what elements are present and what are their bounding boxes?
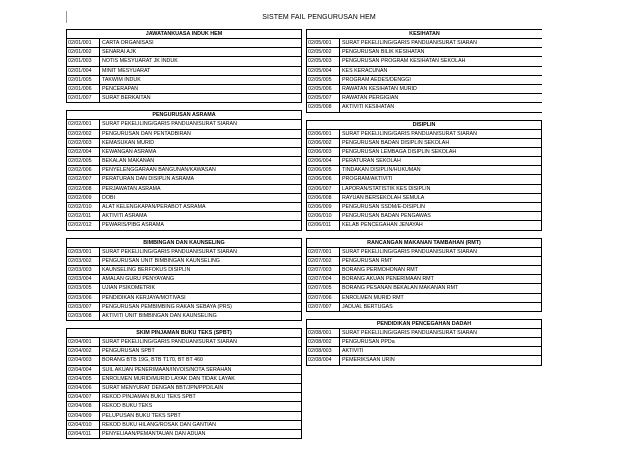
file-row: [67, 429, 301, 438]
file-code: 02/07/006: [307, 294, 340, 302]
file-description: SURAT PEKELILING/GARIS PANDUAN/SURAT SIARAN: [102, 121, 237, 128]
file-code: 02/05/005: [307, 76, 340, 84]
file-code: 02/07/002: [307, 257, 340, 265]
file-row: [67, 283, 301, 292]
file-code: 02/04/008: [67, 402, 100, 410]
file-code: 02/05/002: [307, 48, 340, 56]
file-description: AKTIVITI: [342, 348, 364, 355]
file-row: [67, 75, 301, 84]
file-code: 02/04/011: [67, 430, 100, 438]
file-row: [67, 293, 301, 302]
file-row: [67, 56, 301, 65]
file-row: [307, 329, 541, 337]
file-description: SURAT PEKELILING/GARIS PANDUAN/SURAT SIARAN: [342, 40, 477, 46]
file-row: [307, 138, 541, 147]
file-code: 02/05/007: [307, 94, 340, 102]
file-code: 02/03/005: [67, 284, 100, 292]
file-code: 02/01/003: [67, 57, 100, 65]
file-description: AKTIVITI UNIT BIMBINGAN DAN KAUNSELING: [102, 312, 217, 319]
file-code: 02/03/008: [67, 312, 100, 320]
file-code: 02/07/005: [307, 284, 340, 292]
file-description: PENDIDIKAN KERJAYA/MOTIVASI: [102, 294, 186, 301]
file-row: [67, 93, 301, 102]
file-description: REKOD BUKU HILANG/ROSAK DAN GANTIAN: [102, 421, 216, 428]
file-description: BORANG PESANAN BEKALAN MAKANAN RMT: [342, 285, 459, 292]
file-row: [67, 365, 301, 374]
file-code: 02/05/008: [307, 103, 340, 111]
file-row: [67, 120, 301, 128]
file-description: ALAT KELENGKAPAN/PERABOT ASRAMA: [102, 204, 206, 210]
file-description: SURAT PEKELILING/GARIS PANDUAN/SURAT SIARAN: [342, 130, 477, 137]
file-row: [307, 130, 541, 138]
file-description: PENGURUSAN PPDa: [342, 339, 395, 346]
file-row: [307, 355, 541, 364]
file-row: [67, 401, 301, 410]
file-row: [307, 193, 541, 202]
file-description: PELUPUSAN BUKU TEKS SPBT: [102, 412, 181, 419]
file-code: 02/06/008: [307, 194, 340, 202]
right-column: [306, 29, 542, 373]
file-row: [67, 193, 301, 202]
file-row: [67, 174, 301, 183]
file-description: NOTIS MESYUARAT JK INDUK: [102, 58, 178, 65]
section-heading: PENDIDIKAN PENCEGAHAN DADAH: [307, 320, 541, 329]
file-code: 02/02/002: [67, 130, 100, 138]
file-description: ENROLMEN MURID RMT: [342, 294, 404, 301]
section-spbt: [66, 328, 302, 439]
file-description: KELAB PENCEGAHAN JENAYAH: [342, 222, 423, 229]
section-rmt: [306, 238, 542, 312]
file-description: MINIT MESYUARAT: [102, 67, 151, 74]
file-row: [67, 202, 301, 211]
file-code: 02/05/004: [307, 67, 340, 75]
section-heading: PENGURUSAN ASRAMA: [67, 111, 301, 120]
file-code: 02/06/006: [307, 175, 340, 183]
file-row: [67, 411, 301, 420]
file-description: PENGURUSAN DAN PENTADBIRAN: [102, 130, 191, 137]
file-code: 02/07/001: [307, 248, 340, 256]
file-code: 02/03/002: [67, 257, 100, 265]
file-description: PENGURUSAN PROGRAM KESIHATAN SEKOLAH: [342, 58, 466, 65]
file-description: TINDAKAN DISIPLIN/HUKUMAN: [342, 167, 421, 174]
file-code: 02/06/002: [307, 139, 340, 147]
file-description: PENYELIAAN/PEMANTAUAN DAN ADUAN: [102, 430, 206, 437]
file-code: 02/01/004: [67, 67, 100, 75]
file-description: RAWATAN KESIHATAN MURID: [342, 85, 417, 92]
file-code: 02/08/004: [307, 356, 340, 364]
file-code: 02/04/006: [67, 384, 100, 392]
file-row: [307, 248, 541, 256]
file-code: 02/06/011: [307, 221, 340, 229]
file-code: 02/02/004: [67, 148, 100, 156]
file-code: 02/05/001: [307, 39, 340, 47]
file-row: [67, 256, 301, 265]
file-code: 02/02/003: [67, 139, 100, 147]
file-description: SURAT PEKELILING/GARIS PANDUAN/SURAT SIARAN: [102, 339, 237, 346]
file-code: 02/06/009: [307, 203, 340, 211]
file-row: [307, 293, 541, 302]
file-code: 02/02/010: [67, 203, 100, 211]
file-description: SENARAI AJK: [102, 49, 137, 56]
file-row: [307, 174, 541, 183]
file-code: 02/04/001: [67, 338, 100, 346]
file-description: AKTIVITI KESIHATAN: [342, 104, 395, 111]
file-description: PROGRAM AEDES/DENGGI: [342, 76, 411, 83]
file-description: PENGURUSAN SPBT: [102, 348, 155, 355]
file-row: [67, 138, 301, 147]
file-row: [307, 256, 541, 265]
section-bimbingan-kaunseling: [66, 238, 302, 322]
file-code: 02/02/011: [67, 212, 100, 220]
file-row: [67, 156, 301, 165]
file-description: CARTA ORGANISASI: [102, 40, 154, 46]
file-description: BORANG AKUAN PENERIMAAN RMT: [342, 276, 434, 283]
file-code: 02/03/007: [67, 303, 100, 311]
file-row: [67, 47, 301, 56]
file-code: 02/06/010: [307, 212, 340, 220]
file-row: [67, 355, 301, 364]
file-description: SURAT PEKELILING/GARIS PANDUAN/SURAT SIARAN: [342, 248, 477, 255]
file-row: [67, 346, 301, 355]
file-row: [307, 346, 541, 355]
file-row: [67, 147, 301, 156]
file-description: RAYUAN BERSEKOLAH SEMULA: [342, 194, 425, 201]
file-code: 02/04/004: [67, 366, 100, 374]
file-description: SURAT MENYURAT DENGAN BBT/JPN/PPD/LAIN: [102, 385, 224, 391]
file-code: 02/05/006: [307, 85, 340, 93]
file-description: LAPORAN/STATISTIK KES DISIPLIN: [342, 185, 431, 192]
file-code: 02/08/002: [307, 338, 340, 346]
file-code: 02/08/003: [307, 347, 340, 355]
file-description: PENGURUSAN BADAN DISIPLIN SEKOLAH: [342, 139, 450, 146]
file-code: 02/03/004: [67, 275, 100, 283]
file-description: TAKWIM INDUK: [102, 76, 141, 83]
file-description: REKOD BUKU TEKS: [102, 403, 153, 410]
file-description: PROGRAM/AKTIVITI: [342, 176, 393, 183]
file-row: [307, 220, 541, 229]
file-description: PENCERAPAN: [102, 85, 139, 92]
file-code: 02/07/004: [307, 275, 340, 283]
file-code: 02/06/005: [307, 166, 340, 174]
file-code: 02/07/003: [307, 266, 340, 274]
file-row: [307, 337, 541, 346]
file-code: 02/01/005: [67, 76, 100, 84]
file-description: ENROLMEN MURID/MURID LAYAK DAN TIDAK LAYAK: [102, 375, 235, 382]
file-description: PENGURUSAN RMT: [342, 257, 393, 264]
file-description: REKOD PINJAMAN BUKU TEKS SPBT: [102, 394, 196, 401]
file-row: [307, 302, 541, 311]
file-description: PENGURUSAN LEMBAGA DISIPLIN SEKOLAH: [342, 148, 457, 155]
file-description: PENGURUSAN BILIK KESIHATAN: [342, 49, 425, 56]
file-row: [67, 248, 301, 256]
file-row: [307, 147, 541, 156]
file-row: [67, 420, 301, 429]
file-description: RAWATAN PERGIGIAN: [342, 95, 399, 102]
file-code: 02/06/003: [307, 148, 340, 156]
file-description: AKTIVITI ASRAMA: [102, 213, 148, 220]
file-row: [67, 129, 301, 138]
file-row: [307, 93, 542, 102]
file-row: [67, 274, 301, 283]
file-row: [307, 39, 542, 47]
file-row: [307, 47, 542, 56]
file-code: 02/03/003: [67, 266, 100, 274]
file-row: [67, 165, 301, 174]
file-code: 02/04/005: [67, 375, 100, 383]
file-row: [307, 84, 542, 93]
file-code: 02/04/009: [67, 412, 100, 420]
file-description: PENGURUSAN BADAN PENGAWAS: [342, 213, 431, 220]
section-pencegahan-dadah: [306, 319, 542, 366]
section-heading: RANCANGAN MAKANAN TAMBAHAN (RMT): [307, 239, 541, 248]
file-code: 02/01/001: [67, 39, 100, 47]
file-row: [307, 165, 541, 174]
file-row: [67, 265, 301, 274]
file-row: [67, 84, 301, 93]
file-row: [307, 56, 542, 65]
file-description: KEMASUKAN MURID: [102, 139, 155, 146]
file-code: 02/06/007: [307, 185, 340, 193]
file-description: BORANG BTB 19G, BTB T170, BT BT 460: [102, 357, 203, 364]
section-heading: DISIPLIN: [307, 121, 541, 130]
file-description: AMALAN GURU PENYAYANG: [102, 276, 175, 283]
file-code: 02/07/007: [307, 303, 340, 311]
file-row: [307, 66, 542, 75]
section-heading: JAWATANKUASA INDUK HEM: [67, 30, 301, 39]
file-row: [307, 265, 541, 274]
file-row: [67, 220, 301, 229]
page-title: SISTEM FAIL PENGURUSAN HEM: [262, 14, 376, 21]
file-description: PERATURAN DAN DISIPLIN ASRAMA: [102, 176, 195, 183]
file-description: KEWANGAN ASRAMA: [102, 148, 157, 155]
file-code: 02/08/001: [307, 329, 340, 337]
file-row: [67, 374, 301, 383]
file-description: PERJAWATAN ASRAMA: [102, 185, 161, 192]
file-code: 02/01/007: [67, 94, 100, 102]
file-description: PERATURAN SEKOLAH: [342, 158, 401, 165]
file-row: [67, 211, 301, 220]
file-description: PENYELENGGARAAN BANGUNAN/KAWASAN: [102, 167, 216, 174]
file-code: 02/02/001: [67, 120, 100, 128]
file-code: 02/05/003: [307, 57, 340, 65]
file-description: BORANG PERMOHONAN RMT: [342, 266, 418, 273]
file-description: DOBI: [102, 194, 115, 201]
section-disiplin: [306, 120, 542, 231]
file-description: KES KERACUNAN: [342, 67, 388, 74]
file-row: [67, 338, 301, 346]
file-code: 02/03/001: [67, 248, 100, 256]
left-column: [66, 29, 302, 446]
file-description: SURAT PEKELILING/GARIS PANDUAN/SURAT SIARAN: [102, 248, 237, 255]
file-description: PENGURUSAN PEMBIMBING RAKAN SEBAYA (PRS): [102, 303, 232, 310]
file-description: PENGURUSAN SSDM/E-DISIPLIN: [342, 204, 425, 210]
file-row: [67, 66, 301, 75]
file-description: SUIL AKUAN PENERIMAAN/INVOIS/NOTA SERAHAN: [102, 366, 232, 373]
file-code: 02/04/003: [67, 356, 100, 364]
file-code: 02/02/008: [67, 185, 100, 193]
file-code: 02/01/006: [67, 85, 100, 93]
file-code: 02/02/005: [67, 157, 100, 165]
file-code: 02/03/006: [67, 294, 100, 302]
file-row: [67, 302, 301, 311]
file-row: [67, 184, 301, 193]
file-code: 02/02/006: [67, 166, 100, 174]
file-row: [307, 102, 542, 111]
file-code: 02/04/002: [67, 347, 100, 355]
file-description: SURAT BERKAITAN: [102, 95, 151, 102]
file-row: [307, 156, 541, 165]
section-heading: BIMBINGAN DAN KAUNSELING: [67, 239, 301, 248]
file-code: 02/01/002: [67, 48, 100, 56]
file-row: [67, 39, 301, 47]
file-code: 02/04/010: [67, 421, 100, 429]
file-description: PEWARIS/PIBG ASRAMA: [102, 222, 164, 229]
file-code: 02/04/007: [67, 393, 100, 401]
file-row: [307, 184, 541, 193]
file-row: [307, 211, 541, 220]
file-code: 02/06/001: [307, 130, 340, 138]
file-row: [67, 392, 301, 401]
file-row: [307, 274, 541, 283]
file-description: BEKALAN MAKANAN: [102, 158, 155, 165]
file-code: 02/02/012: [67, 221, 100, 229]
file-row: [307, 283, 541, 292]
file-description: PEMERIKSAAN URIN: [342, 357, 395, 364]
file-row: [67, 311, 301, 320]
section-jawatankuasa-induk: [66, 29, 302, 103]
section-heading: KESIHATAN: [307, 30, 542, 39]
file-description: PENGURUSAN UNIT BIMBINGAN KAUNSELING: [102, 257, 220, 264]
file-row: [67, 383, 301, 392]
file-row: [307, 202, 541, 211]
section-heading: SKIM PINJAMAN BUKU TEKS (SPBT): [67, 329, 301, 338]
file-description: UJIAN PSIKOMETRIK: [102, 285, 155, 292]
file-description: JADUAL BERTUGAS: [342, 303, 393, 310]
file-description: SURAT PEKELILING/GARIS PANDUAN/SURAT SIARAN: [342, 329, 477, 336]
file-code: 02/02/009: [67, 194, 100, 202]
file-code: 02/06/004: [307, 157, 340, 165]
file-row: [307, 75, 542, 84]
section-pengurusan-asrama: [66, 110, 302, 230]
section-kesihatan: [306, 29, 542, 113]
file-code: 02/02/007: [67, 175, 100, 183]
file-description: KAUNSELING BERFOKUS DISIPLIN: [102, 266, 191, 273]
